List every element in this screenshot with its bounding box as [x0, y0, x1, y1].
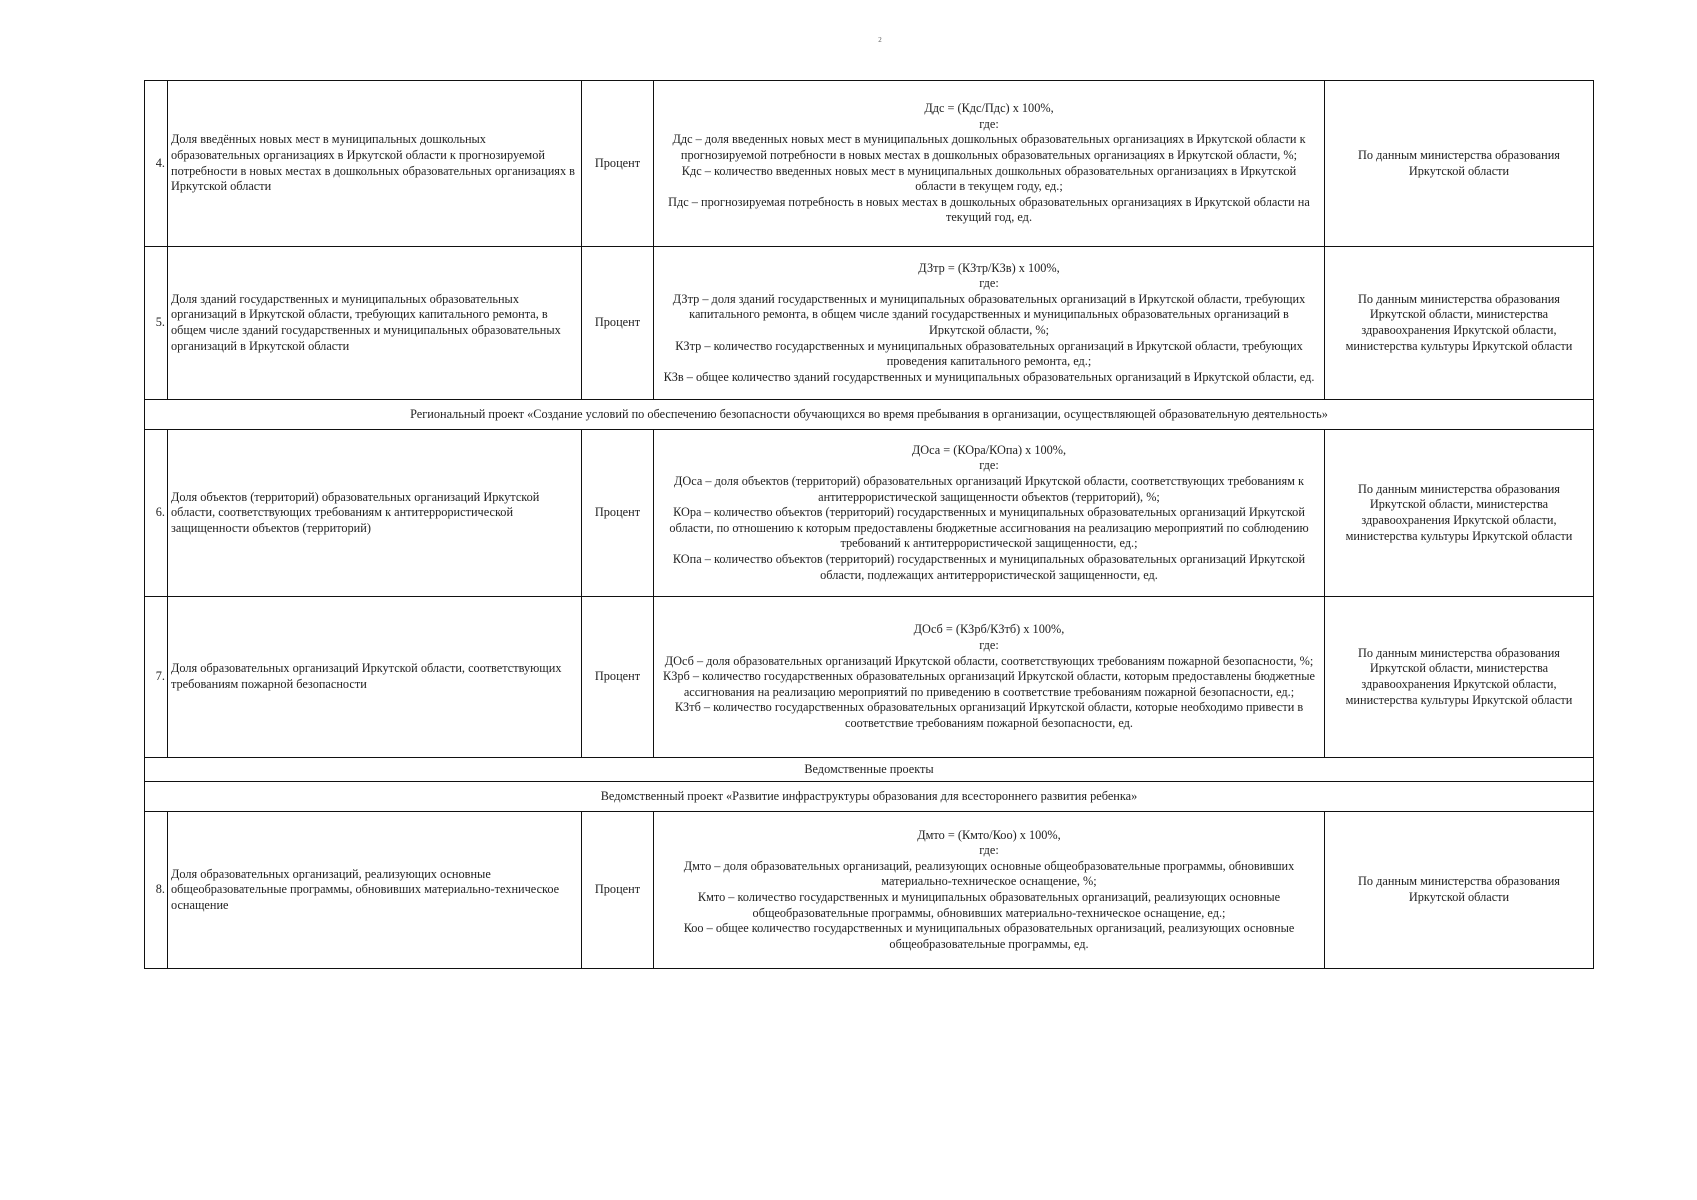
- calculation-method: [654, 247, 1325, 400]
- data-source: По данным министерства образования Иркутской области, министерства здравоохранения Иркутской области, министерства культуры Иркутской области: [1325, 597, 1594, 758]
- section-title: Ведомственный проект «Развитие инфраструктуры образования для всестороннего развития ребенка»: [145, 782, 1594, 812]
- table-row: [145, 812, 1594, 969]
- formula-definition: КОпа – количество объектов (территорий) государственных и муниципальных образовательных организаций Иркутской области, подлежащих антитеррористической защищенности, ед.: [672, 551, 1306, 582]
- indicator-name: Доля образовательных организаций Иркутской области, соответствующих требованиям пожарной безопасности: [168, 597, 582, 758]
- table-row: [145, 430, 1594, 597]
- formula-expression: ДЗтр = (КЗтр/КЗв) x 100%,: [918, 260, 1060, 275]
- formula-definition: ДОсб – доля образовательных организаций Иркутской области, соответствующих требованиям пожарной безопасности, %;: [664, 653, 1314, 668]
- data-source: По данным министерства образования Иркутской области, министерства здравоохранения Иркутской области, министерства культуры Иркутской области: [1325, 247, 1594, 400]
- row-number: 5.: [145, 247, 168, 400]
- section-row: [145, 400, 1594, 430]
- formula-definition: КЗтб – количество государственных образовательных организаций Иркутской области, которые необходимо привести в соответствие требованиям пожарной безопасности, ед.: [674, 700, 1304, 730]
- table-row: [145, 81, 1594, 247]
- unit-of-measure: Процент: [582, 81, 654, 247]
- table-row: [145, 247, 1594, 400]
- calculation-method: [654, 430, 1325, 597]
- indicator-name: Доля введённых новых мест в муниципальных дошкольных образовательных организациях в Иркутской области к прогнозируемой потребности в новых местах в дошкольных образовательных организациях в Иркутской области: [168, 81, 582, 247]
- formula-where: где:: [979, 458, 999, 473]
- formula-definition: Коо – общее количество государственных и муниципальных образовательных организаций, реализующих основные общеобразовательные программы, ед.: [683, 921, 1295, 951]
- row-number: 4.: [145, 81, 168, 247]
- formula-expression: Дмто = (Кмто/Коо) x 100%,: [917, 827, 1061, 842]
- formula-definition: КОра – количество объектов (территорий) государственных и муниципальных образовательных организаций Иркутской области, по отношению к которым предоставлены бюджетные ассигнования на реализацию мероприятий по соблюдению требований к антитеррористической защищенности, ед.;: [669, 505, 1309, 551]
- formula-expression: Ддс = (Кдс/Пдс) x 100%,: [924, 101, 1054, 116]
- data-source: По данным министерства образования Иркутской области: [1325, 81, 1594, 247]
- formula-definition: Кдс – количество введенных новых мест в муниципальных дошкольных образовательных организациях в Иркутской области в текущем году, ед.;: [681, 163, 1297, 194]
- formula-definition: Дмто – доля образовательных организаций, реализующих основные общеобразовательные программы, обновивших материально-техническое оснащение, %;: [683, 858, 1295, 889]
- formula-definition: КЗв – общее количество зданий государственных и муниципальных образовательных организаций в Иркутской области, ед.: [663, 369, 1315, 384]
- calculation-method: [654, 81, 1325, 247]
- data-source: По данным министерства образования Иркутской области, министерства здравоохранения Иркутской области, министерства культуры Иркутской области: [1325, 430, 1594, 597]
- section-row: [145, 782, 1594, 812]
- indicator-name: Доля зданий государственных и муниципальных образовательных организаций в Иркутской области, требующих капитального ремонта, в общем числе зданий государственных и муниципальных образовательных организаций в Иркутской области: [168, 247, 582, 400]
- section-row: [145, 758, 1594, 782]
- indicators-table: [144, 80, 1594, 969]
- indicator-name: Доля объектов (территорий) образовательных организаций Иркутской области, соответствующих требованиям к антитеррористической защищенности объектов (территорий): [168, 430, 582, 597]
- formula-definition: КЗтр – количество государственных и муниципальных образовательных организаций в Иркутской области, требующих проведения капитального ремонта, ед.;: [675, 338, 1303, 369]
- formula-definition: Кмто – количество государственных и муниципальных образовательных организаций, реализующих основные общеобразовательные программы, обновивших материально-техническое оснащение, ед.;: [697, 890, 1281, 920]
- formula-definition: ДЗтр – доля зданий государственных и муниципальных образовательных организаций в Иркутской области, требующих капитального ремонта, в общем числе зданий государственных и муниципальных образовательных организаций в Иркутской области, %;: [672, 291, 1306, 337]
- formula-expression: ДОса = (КОра/КОпа) x 100%,: [911, 442, 1067, 457]
- formula-where: где:: [979, 116, 999, 131]
- calculation-method: [654, 812, 1325, 969]
- calculation-method: [654, 597, 1325, 758]
- data-source: По данным министерства образования Иркутской области: [1325, 812, 1594, 969]
- formula-expression: ДОсб = (КЗрб/КЗтб) x 100%,: [913, 622, 1065, 637]
- formula-definition: КЗрб – количество государственных образовательных организаций Иркутской области, которым предоставлены бюджетные ассигнования на реализацию мероприятий по приведению в соответствие требованиям пожарной безопасности, ед.;: [663, 669, 1315, 699]
- formula-definition: Пдс – прогнозируемая потребность в новых местах в дошкольных образовательных организациях в Иркутской области на текущий год, ед.: [668, 194, 1310, 225]
- row-number: 6.: [145, 430, 168, 597]
- formula-where: где:: [979, 638, 999, 653]
- table-row: [145, 597, 1594, 758]
- unit-of-measure: Процент: [582, 812, 654, 969]
- row-number: 7.: [145, 597, 168, 758]
- section-title: Ведомственные проекты: [145, 758, 1594, 782]
- formula-where: где:: [979, 843, 999, 858]
- page-number: 2: [878, 36, 882, 44]
- formula-definition: Ддс – доля введенных новых мест в муниципальных дошкольных образовательных организациях в Иркутской области к прогнозируемой потребности в новых местах в дошкольных образовательных организациях в Иркутской области, %;: [672, 132, 1306, 162]
- formula-definition: ДОса – доля объектов (территорий) образовательных организаций Иркутской области, соответствующих требованиям к антитеррористической защищенности объектов (территорий), %;: [674, 474, 1304, 504]
- indicator-name: Доля образовательных организаций, реализующих основные общеобразовательные программы, обновивших материально-техническое оснащение: [168, 812, 582, 969]
- unit-of-measure: Процент: [582, 247, 654, 400]
- row-number: 8.: [145, 812, 168, 969]
- section-title: Региональный проект «Создание условий по обеспечению безопасности обучающихся во время пребывания в организации, осуществляющей образовательную деятельность»: [145, 400, 1594, 430]
- formula-where: где:: [979, 276, 999, 291]
- unit-of-measure: Процент: [582, 430, 654, 597]
- unit-of-measure: Процент: [582, 597, 654, 758]
